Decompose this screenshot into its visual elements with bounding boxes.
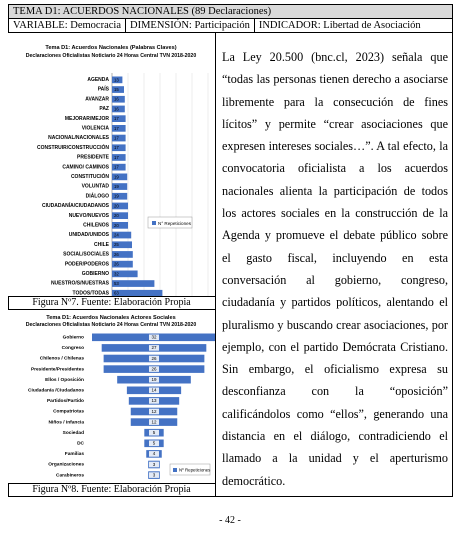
figure-7 — [8, 33, 215, 296]
data-label: 20 — [114, 222, 119, 228]
legend-label: Nº Repeticiones — [179, 467, 211, 473]
data-label: 17 — [114, 125, 119, 131]
data-label: 63 — [114, 290, 119, 296]
category-label: CONSTRUIR/CONSTRUCCIÓN — [37, 144, 109, 151]
data-label: 4 — [152, 451, 156, 457]
category-label: PODER/PODEROS — [64, 261, 109, 268]
data-label: 12 — [151, 419, 157, 425]
data-label: 5 — [152, 430, 156, 435]
data-label: 13 — [151, 398, 157, 404]
data-label: 19 — [151, 377, 157, 382]
category-label: CHILENOS — [83, 222, 109, 229]
figure-8-caption: Figura Nº8. Fuente: Elaboración Propia — [8, 483, 215, 497]
data-label: 19 — [114, 174, 119, 180]
category-label: VIOLENCIA — [81, 125, 109, 132]
data-label: 19 — [114, 193, 119, 199]
category-label: CHILE — [94, 241, 109, 248]
category-label: PAÍS — [97, 86, 109, 93]
category-label: PRESIDENTE — [77, 154, 109, 161]
category-label: PAZ — [99, 106, 109, 113]
category-label: Organizaciones — [48, 462, 84, 468]
chart-subtitle: Declaraciones Oficialistas Noticiario 24 Horas Central TVN 2018-2020 — [25, 53, 197, 59]
category-label: Sociedad — [62, 430, 84, 436]
data-label: 27 — [151, 345, 157, 351]
dimension-cell: DIMENSIÓN: Participación — [126, 19, 255, 32]
category-label: NACIONAL/NACIONALES — [48, 135, 109, 142]
category-label: Chilenos / Chilenas — [39, 356, 84, 362]
data-label: 26 — [151, 355, 157, 361]
category-label: Congreso — [61, 346, 84, 352]
category-label: UNIDAD/UNIDOS — [68, 232, 109, 239]
tema-header: TEMA D1: ACUERDOS NACIONALES (89 Declaraciones) — [8, 4, 453, 19]
legend-swatch — [152, 221, 156, 225]
data-label: 12 — [151, 408, 157, 414]
legend-swatch — [173, 468, 177, 472]
data-label: 17 — [114, 154, 119, 160]
data-label: 24 — [114, 232, 119, 238]
actors-funnel-chart — [8, 310, 215, 483]
category-label: AVANZAR — [85, 96, 109, 103]
data-label: 3 — [152, 461, 156, 467]
variable-cell: VARIABLE: Democracia — [9, 19, 126, 32]
indicador-cell: INDICADOR: Libertad de Asociación — [258, 20, 421, 31]
category-label: Compatriotas — [53, 409, 84, 415]
figures-column — [8, 33, 216, 497]
data-label: 3 — [152, 472, 156, 478]
variables-header — [8, 18, 453, 33]
category-label: VOLUNTAD — [81, 183, 109, 190]
category-label: AGENDA — [87, 77, 109, 83]
data-label: 25 — [114, 242, 119, 248]
category-label: GOBIERNO — [81, 271, 109, 277]
category-label: DIÁLOGO — [85, 193, 109, 200]
data-label: 16 — [114, 96, 119, 102]
category-label: CAMINO/ CAMINOS — [62, 164, 109, 171]
figure-7-caption: Figura Nº7. Fuente: Elaboración Propia — [8, 296, 215, 310]
data-label: 20 — [114, 213, 119, 219]
category-label: Gobierno — [62, 335, 84, 341]
category-label: CIUDADANÍA/CIUDADANOS — [42, 203, 109, 210]
legend-label: N° Repeticiones — [158, 220, 191, 226]
data-label: 16 — [114, 106, 119, 112]
data-label: 17 — [114, 164, 119, 170]
page-number: - 42 - — [219, 515, 241, 526]
category-label: Ciudadanía /Ciudadanos — [28, 388, 84, 394]
data-label: 32 — [114, 271, 119, 277]
category-label: Presidente/Presidentes — [30, 367, 84, 373]
category-label: CONSTITUCIÓN — [70, 174, 109, 180]
category-label: Carabineros — [56, 473, 84, 479]
chart-title: Tema D1: Acuerdos Nacionales (Palabras Claves) — [45, 45, 177, 51]
body-paragraph: La Ley 20.500 (bnc.cl, 2023) señala que “todas las personas tienen derecho a asociarse libremente para la consecución de fines lícitos” y permite “crear asociaciones que expresen intereses sociales…”. A tal efecto, la convocatoria oficialista a los acuerdos nacionales alienta la participación de todos los actores sociales en la construcción de la Agenda y promueve el debate público sobre el gasto fiscal, incluyendo en esta conversación al gobierno, congreso, ciudadanía y partidos políticos, alentando el pluralismo y buscando crear asociaciones, por ejemplo, con el partido Demócrata Cristiano. Sin embargo, el oficialismo expresa su desconfianza con la “oposición” calificándolos como “ellos”, generando una distancia en el diálogo, contradiciendo el llamado a la unidad y el aperturismo democrático. — [222, 50, 448, 488]
data-label: 14 — [151, 387, 157, 393]
category-label: Familias — [64, 452, 84, 458]
figure-8 — [8, 310, 215, 483]
category-label: NUESTRO/S/NUESTRAS — [50, 280, 109, 287]
data-label: 26 — [114, 261, 119, 267]
chart-subtitle: Declaraciones Oficialistas Noticiario 24 Horas Central TVN 2018-2020 — [25, 322, 197, 328]
data-label: 17 — [114, 116, 119, 122]
category-label: Partidos/Partido — [46, 399, 84, 405]
data-label: 17 — [114, 145, 119, 151]
category-label: Niños / Infancia — [48, 420, 84, 426]
category-label: SOCIAL/SOCIALES — [63, 251, 109, 258]
keywords-bar-chart — [8, 33, 215, 296]
category-label: DC — [77, 441, 84, 447]
data-label: 32 — [151, 334, 157, 340]
data-label: 19 — [114, 184, 119, 189]
data-label: 15 — [114, 87, 119, 92]
category-label: Ellos / Oposición — [45, 377, 84, 383]
data-label: 17 — [114, 135, 119, 141]
data-label: 26 — [114, 251, 119, 257]
data-label: 20 — [114, 203, 119, 209]
data-label: 53 — [114, 281, 119, 286]
category-label: TODOS/TODAS — [72, 290, 109, 296]
data-label: 26 — [151, 366, 157, 372]
data-label: 13 — [114, 77, 119, 83]
category-label: NUEVO/NUEVOS — [68, 212, 109, 219]
category-label: MEJORAR/MEJOR — [64, 115, 109, 122]
data-label: 5 — [152, 440, 156, 446]
chart-title: Tema D1: Acuerdos Nacionales Actores Sociales — [46, 315, 176, 321]
